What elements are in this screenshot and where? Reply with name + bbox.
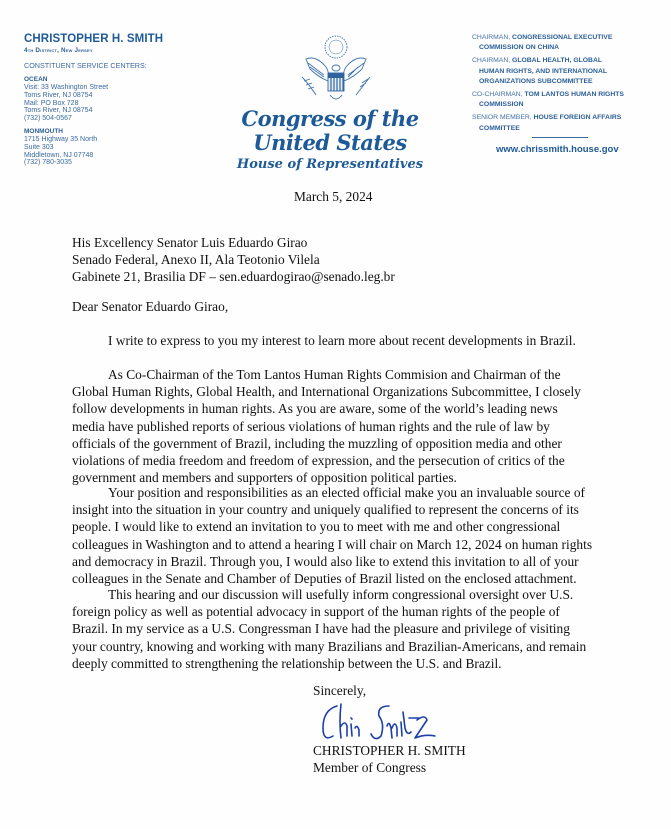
paragraph-line: and democracy in Brazil. Through you, I would also like to extend this invitation to all of your <box>72 553 579 569</box>
role-body: CONGRESSIONAL EXECUTIVE <box>512 34 613 41</box>
salutation: Dear Senator Eduardo Girao, <box>72 299 229 314</box>
paragraph-line: people. I would like to extend an invitation to you to meet with me and other congressional <box>72 519 561 535</box>
house-title: House of Representatives <box>236 157 424 172</box>
great-seal-icon <box>296 33 376 109</box>
role-body: ORGANIZATIONS SUBCOMMITTEE <box>479 77 593 85</box>
letterhead-right <box>472 33 667 155</box>
paragraph-1 <box>72 332 632 349</box>
paragraph-line: violations of media freedom and freedom of expression, and the persecution of critics of the <box>72 453 565 469</box>
paragraph-line: officials of the government of Brazil, including the muzzling of opposition media and other <box>72 435 562 451</box>
paragraph-4 <box>72 586 632 672</box>
paragraph-line: deeply committed to strengthening the relationship between the U.S. and Brazil. <box>72 655 502 671</box>
paragraph-line: Global Human Rights, Global Health, and International Organizations Subcommittee, I closely <box>72 384 581 400</box>
office-line: Toms River, NJ 08754 <box>24 107 93 115</box>
paragraph-line: government and members and supporters of opposition political parties. <box>72 470 457 486</box>
constituent-centers-heading: CONSTITUENT SERVICE CENTERS: <box>24 61 147 70</box>
paragraph-text: Your position and responsibilities as an elected official make you an invaluable source of <box>108 485 585 500</box>
address-line: Gabinete 21, Brasilia DF – sen.eduardogirao@senado.leg.br <box>72 269 395 285</box>
paragraph-text: I write to express to you my interest to learn more about recent developments in Brazil. <box>108 333 576 348</box>
office-line: Toms River, NJ 08754 <box>24 91 93 99</box>
member-name: CHRISTOPHER H. SMITH <box>24 33 164 45</box>
role-body: COMMISSION ON CHINA <box>479 44 560 52</box>
letter-date: March 5, 2024 <box>294 189 373 204</box>
paragraph-line: colleagues in Washington and to attend a hearing I will chair on March 12, 2024 on human rights <box>72 536 593 552</box>
congress-title: Congress of the United States <box>241 106 419 155</box>
role-title: SENIOR MEMBER, <box>472 114 534 122</box>
handwritten-signature <box>315 698 445 748</box>
letterhead-divider <box>532 137 588 138</box>
member-district: 4th District, New Jersey <box>24 47 93 54</box>
role-item <box>472 113 667 133</box>
signer-title: Member of Congress <box>313 760 427 775</box>
paragraph-line: foreign policy as well as potential advocacy in support of the human rights of the people of <box>72 604 560 620</box>
website-link[interactable]: www.chrissmith.house.gov <box>496 143 619 155</box>
role-body: GLOBAL HEALTH, GLOBAL <box>512 57 603 65</box>
signer-name: CHRISTOPHER H. SMITH <box>313 743 466 758</box>
paragraph-line: insight into the situation in your country and uniquely qualified to represent the concerns of its <box>72 502 579 518</box>
paragraph-line <box>72 586 632 603</box>
role-title: CO-CHAIRMAN, <box>472 91 525 99</box>
letterhead-left <box>24 33 204 167</box>
paragraph-line <box>72 484 632 501</box>
paragraph-line: media have published reports of serious violations of human rights and the rule of law by <box>72 418 550 434</box>
paragraph-line: Brazil. In my service as a U.S. Congressman I have had the pleasure and privilege of visiting <box>72 621 570 637</box>
paragraph-line <box>72 332 632 349</box>
paragraph-text: As Co-Chairman of the Tom Lantos Human Rights Commision and Chairman of the <box>108 367 561 382</box>
role-body: HOUSE FOREIGN AFFAIRS <box>533 114 622 122</box>
office-line: Mail: PO Box 728 <box>24 99 79 107</box>
office-monmouth <box>24 127 204 167</box>
paragraph-line: follow developments in human rights. As you are aware, some of the world’s leading news <box>72 401 558 417</box>
paragraph-line <box>72 366 632 383</box>
paragraph-3 <box>72 484 632 587</box>
office-line: Suite 303 <box>24 143 54 151</box>
paragraph-text: This hearing and our discussion will usefully inform congressional oversight over U.S. <box>108 587 574 602</box>
address-line: Senado Federal, Anexo II, Ala Teotonio Vilela <box>72 252 320 268</box>
role-item <box>472 33 667 53</box>
closing: Sincerely, <box>313 683 367 698</box>
role-body: HUMAN RIGHTS, AND INTERNATIONAL <box>479 67 607 75</box>
role-item <box>472 56 667 87</box>
paragraph-2 <box>72 366 632 486</box>
office-name: MONMOUTH <box>24 127 63 135</box>
role-item <box>472 90 667 110</box>
recipient-address <box>72 234 395 286</box>
office-line: Middletown, NJ 07748 <box>24 151 94 159</box>
role-body: TOM LANTOS HUMAN RIGHTS <box>524 91 624 99</box>
letterhead-center <box>200 107 460 173</box>
paragraph-line: colleagues in the Senate and Chamber of Deputies of Brazil listed on the enclosed attachment. <box>72 571 577 587</box>
office-phone: (732) 780-3035 <box>24 159 72 167</box>
office-ocean <box>24 75 204 123</box>
address-line: His Excellency Senator Luis Eduardo Girao <box>72 235 308 250</box>
office-phone: (732) 504-0567 <box>24 115 72 123</box>
office-line: 1715 Highway 35 North <box>24 135 98 143</box>
role-body: COMMISSION <box>479 101 524 109</box>
role-body: COMMITTEE <box>479 124 520 132</box>
paragraph-line: your country, knowing and working with many Brazilians and Brazilian-Americans, and remain <box>72 638 587 654</box>
role-title: CHAIRMAN, <box>472 57 513 65</box>
office-line: Visit: 33 Washington Street <box>24 84 109 91</box>
role-title: CHAIRMAN, <box>472 34 513 41</box>
office-name: OCEAN <box>24 76 48 83</box>
